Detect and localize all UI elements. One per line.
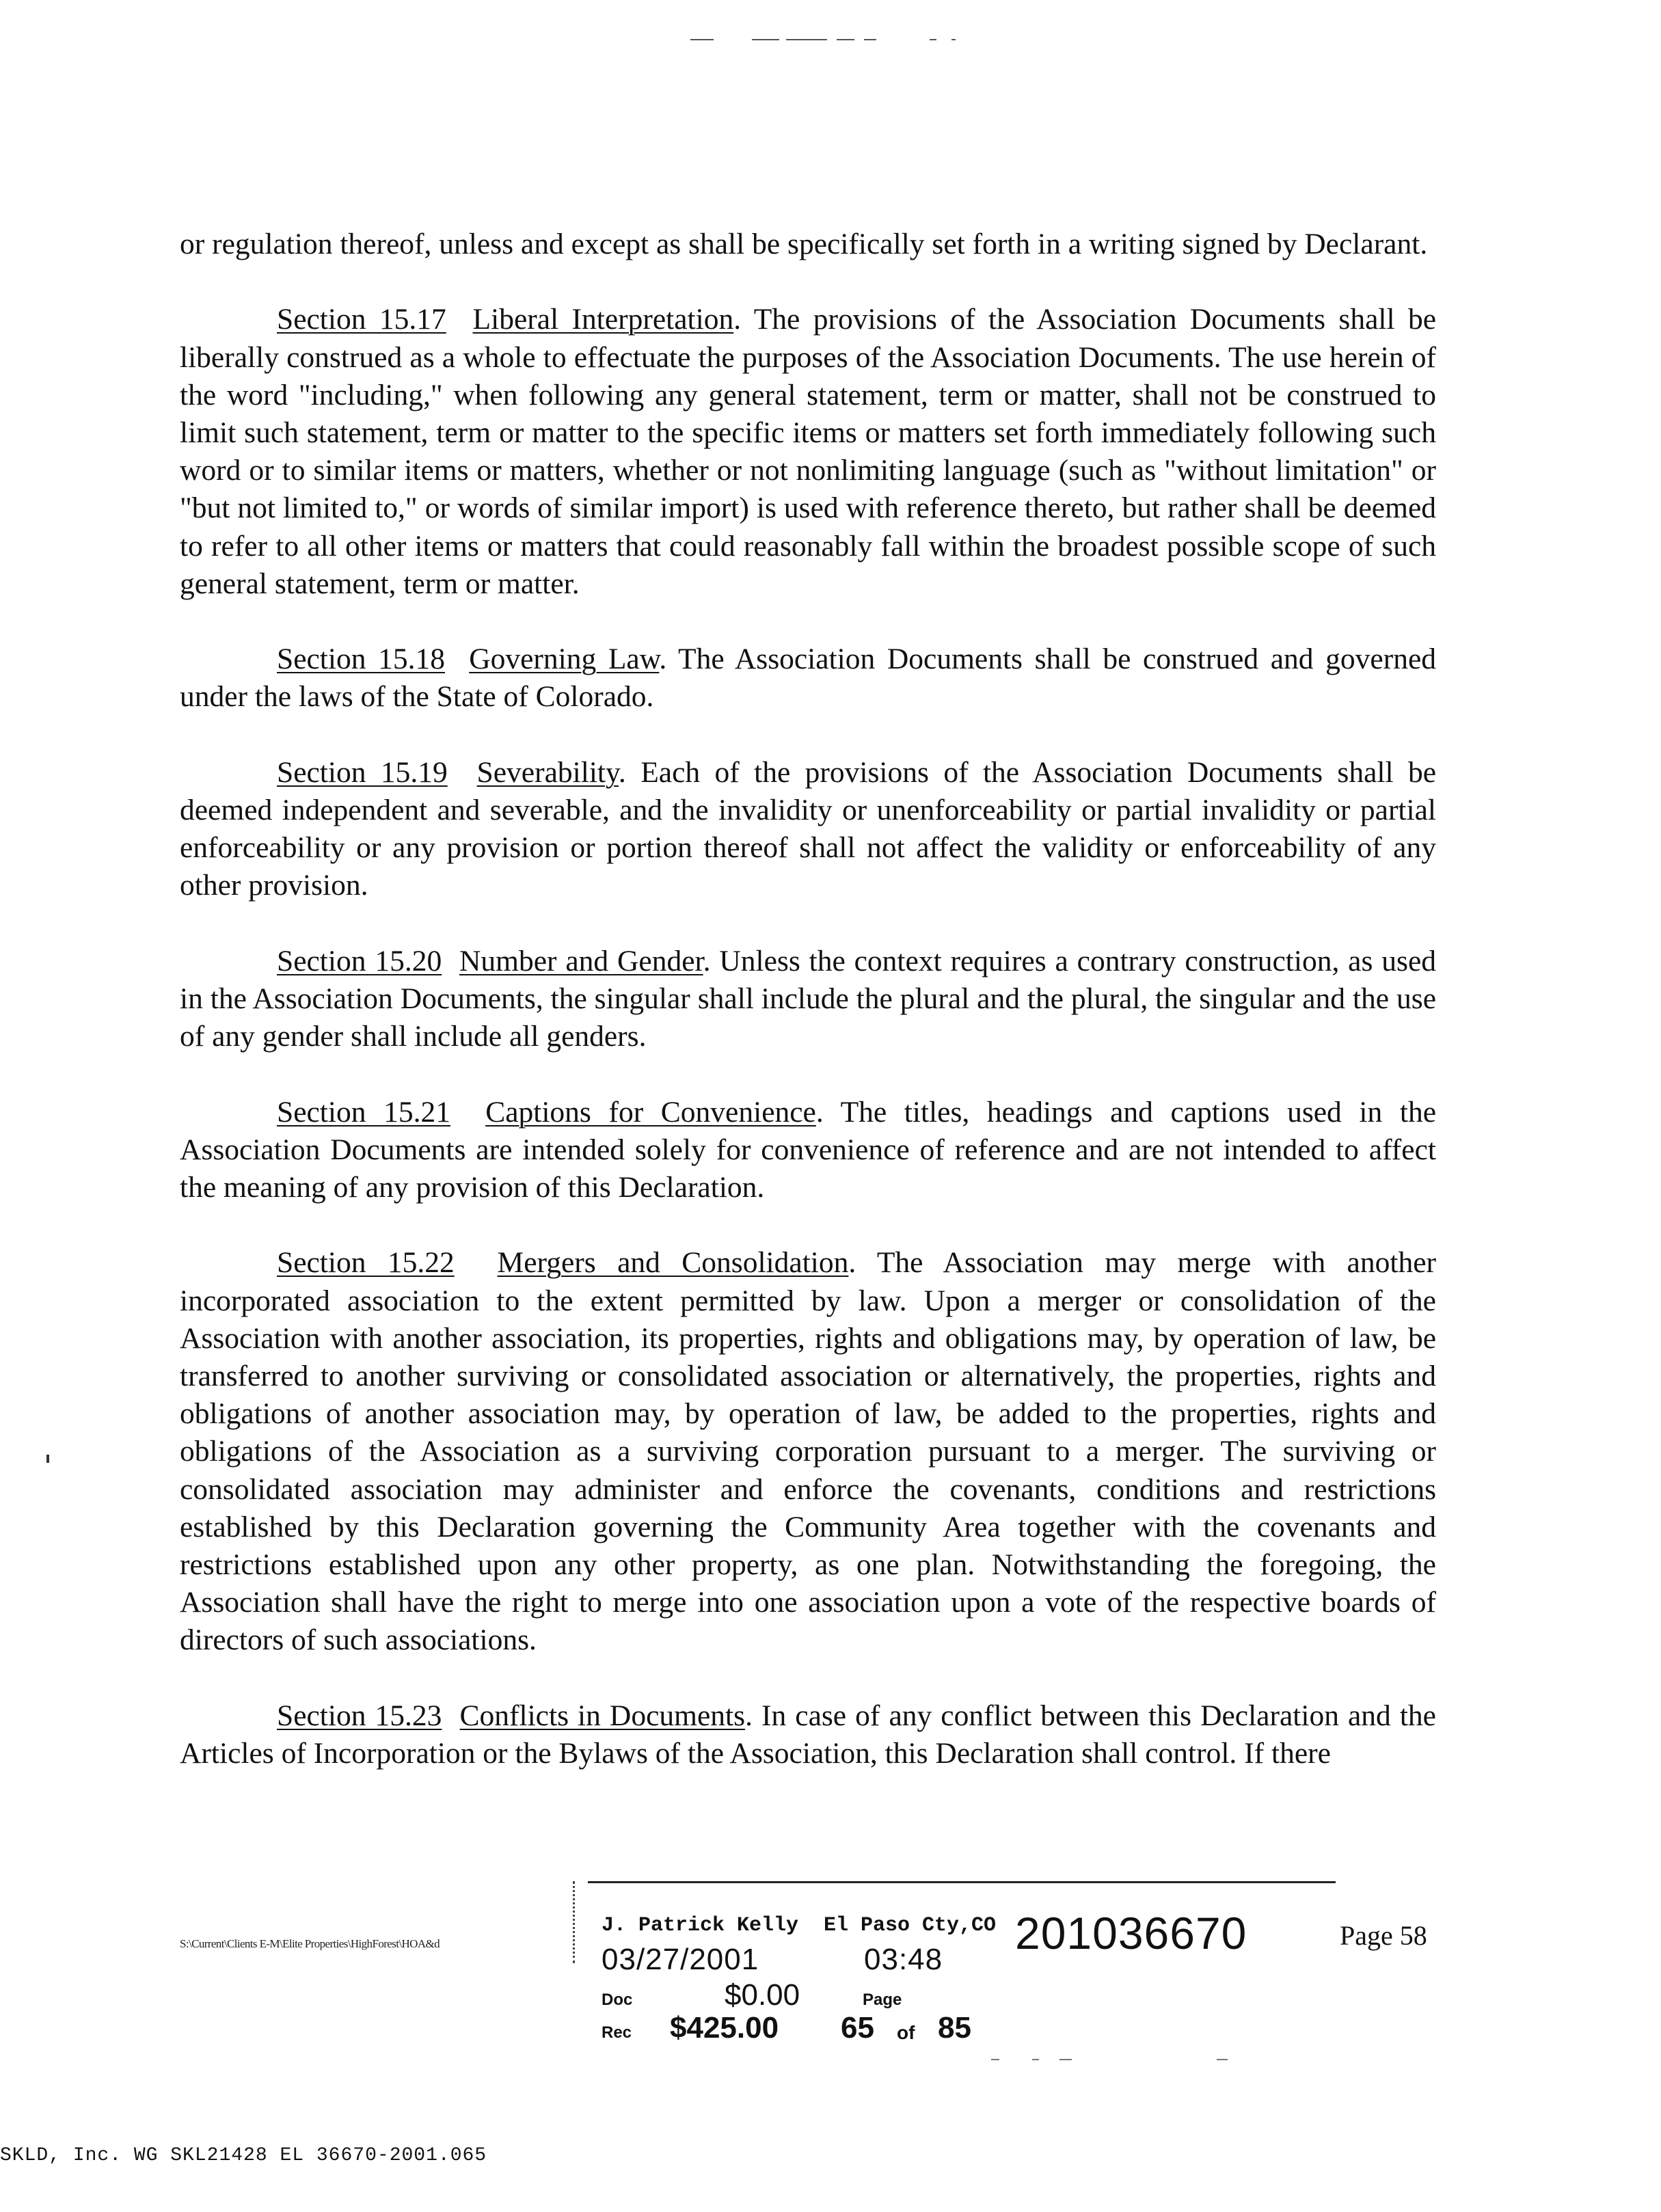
scan-identifier-line: SKLD, Inc. WG SKL21428 EL 36670-2001.065	[0, 2145, 487, 2166]
section-text: . Each of the provisions of the Association Documents shall be deemed independent and severable, and the invalidity or unenforceability or partial invalidity or partial enforceability or any provision or portion thereof shall not affect the validity or enforceability of any other provision.	[180, 755, 1437, 902]
section-number: Section 15.20	[277, 944, 442, 977]
section-15-23	[180, 1697, 1436, 1772]
footer-file-path: S:\Current\Clients E-M\Elite Properties\HighForest\HOA&d	[180, 1937, 440, 1950]
stamp-page-label: Page	[863, 1991, 902, 2009]
paragraph-text: or regulation thereof, unless and except as shall be specifically set forth in a writing signed by Declarant.	[180, 228, 1428, 260]
stamp-page-number: 65	[841, 2011, 874, 2045]
section-number: Section 15.19	[277, 755, 448, 789]
section-15-22	[180, 1244, 1436, 1659]
section-text: . The titles, headings and captions used in the Association Documents are intended solely for convenience of reference and are not intended to affect the meaning of any provision of this Declaration.	[180, 1095, 1436, 1204]
section-number: Section 15.17	[277, 303, 446, 336]
section-heading: Mergers and Consolidation	[497, 1246, 849, 1280]
section-text: . The Association Documents shall be construed and governed under the laws of the State of Colorado.	[180, 643, 1437, 714]
stamp-reception-number: 201036670	[1015, 1908, 1247, 1958]
section-number: Section 15.22	[277, 1246, 455, 1280]
section-15-18	[180, 640, 1436, 716]
stamp-of-word: of	[897, 2022, 915, 2043]
stamp-doc-label: Doc	[602, 1991, 633, 2009]
section-number: Section 15.21	[277, 1095, 450, 1129]
scan-artifact-dashes	[690, 33, 977, 46]
section-text: . The Association may merge with another incorporated association to the extent permitted by law. Upon a merger or consolidation of the Association with another association, its properties, rights and obligations may, by operation of law, be transferred to another surviving or consolidated association or alternatively, the properties, rights and obligations of another association may, by operation of law, be added to the properties, rights and obligations of the Association as a surviving corporation pursuant to a merger. The surviving or consolidated association may administer and enforce the covenants, conditions and restrictions established by this Declaration governing the Community Area together with the covenants and restrictions established upon any other property, as one plan. Notwithstanding the foregoing, the Association shall have the right to merge into one association upon a vote of the respective boards of directors of such associations.	[180, 1246, 1436, 1657]
stamp-recorder: J. Patrick Kelly	[602, 1914, 799, 1937]
section-heading: Liberal Interpretation	[472, 303, 734, 336]
document-body	[180, 226, 1436, 1810]
section-number: Section 15.18	[277, 643, 445, 676]
stamp-date: 03/27/2001	[602, 1943, 759, 1976]
scan-artifact-dashes-bottom	[991, 2056, 1237, 2063]
section-text: . In case of any conflict between this Declaration and the Articles of Incorporation or the Bylaws of the Association, this Declaration shall control. If there	[180, 1699, 1436, 1770]
section-heading: Conflicts in Documents	[459, 1699, 746, 1732]
page-number-label: Page 58	[1340, 1920, 1427, 1951]
stamp-top-rule	[588, 1881, 1336, 1883]
stamp-doc-fee: $0.00	[725, 1978, 800, 2012]
stamp-page-total: 85	[938, 2011, 971, 2045]
section-15-17	[180, 301, 1436, 603]
stamp-left-rule	[573, 1881, 577, 1963]
section-15-20	[180, 943, 1436, 1056]
stamp-location: El Paso Cty,CO	[824, 1914, 997, 1937]
section-heading: Governing Law	[469, 643, 660, 676]
stamp-rec-label: Rec	[602, 2023, 632, 2042]
stamp-time: 03:48	[864, 1943, 943, 1976]
section-15-21	[180, 1094, 1436, 1207]
recording-stamp	[602, 1908, 1340, 2051]
margin-mark	[46, 1455, 49, 1463]
paragraph-continuation	[180, 226, 1436, 263]
section-number: Section 15.23	[277, 1699, 442, 1732]
section-heading: Severability	[476, 755, 619, 789]
section-text: . The provisions of the Association Documents shall be liberally construed as a whole to effectuate the purposes of the Association Documents. The use herein of the word "including," when following any general statement, term or matter, shall not be construed to limit such statement, term or matter to the specific items or matters set forth immediately following such word or to similar items or matters, whether or not nonlimiting language (such as "without limitation" or "but not limited to," or words of similar import) is used with reference thereto, but rather shall be deemed to refer to all other items or matters that could reasonably fall within the broadest possible scope of such general statement, term or matter.	[180, 303, 1437, 600]
section-heading: Number and Gender	[459, 944, 703, 977]
stamp-rec-fee: $425.00	[670, 2011, 779, 2045]
section-text: . Unless the context requires a contrary construction, as used in the Association Documents, the singular shall include the plural and the plural, the singular and the use of any gender shall include all genders.	[180, 944, 1437, 1053]
section-heading: Captions for Convenience	[485, 1095, 816, 1129]
section-15-19	[180, 754, 1436, 905]
